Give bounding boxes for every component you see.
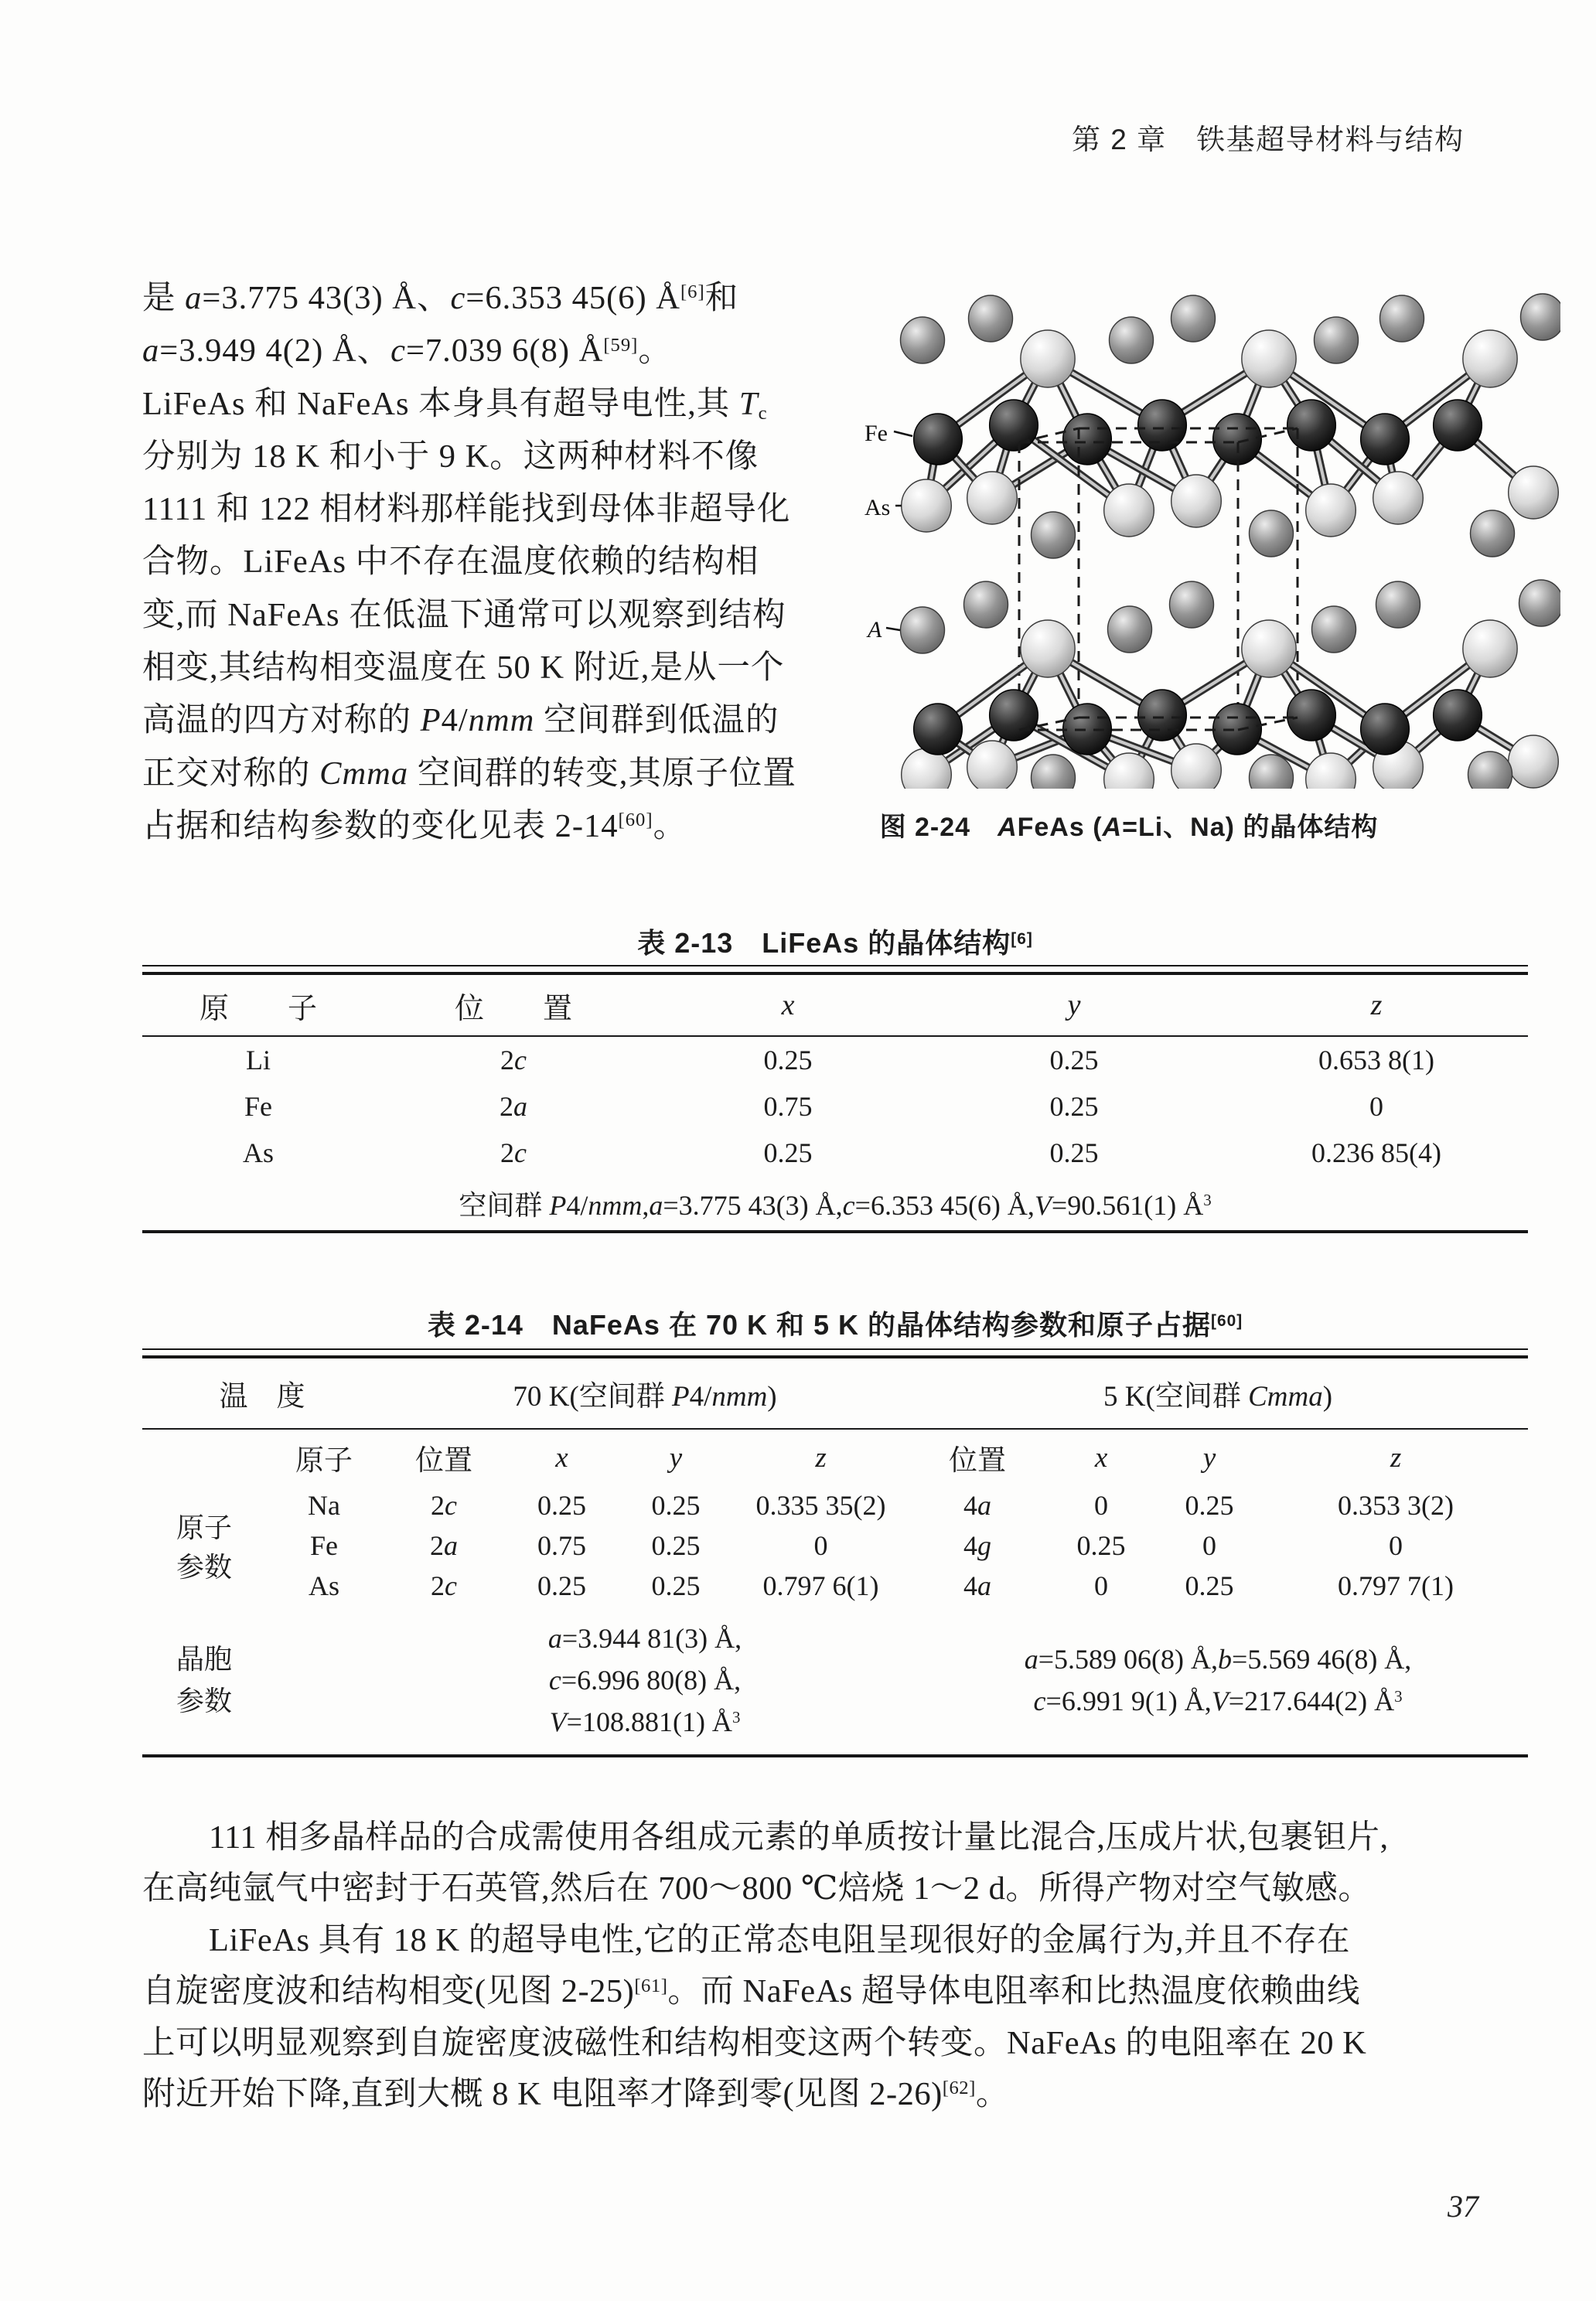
cell: Li	[246, 1045, 271, 1076]
table-bottom-rule	[142, 1230, 1528, 1233]
table14-header-row	[142, 1429, 1528, 1485]
table14-group-header-row	[142, 1358, 1528, 1429]
body-paragraphs	[142, 1812, 1542, 2120]
cell: 2a	[430, 1530, 458, 1561]
text-line: 合物。LiFeAs 中不存在温度依赖的结构相	[142, 544, 759, 581]
cell: 4g	[963, 1530, 992, 1561]
cell: As	[308, 1570, 339, 1601]
cell: 0.25	[1185, 1570, 1234, 1601]
cell: 0.25	[651, 1570, 701, 1601]
text-line: 变,而 NaFeAs 在低温下通常可以观察到结构	[142, 596, 786, 633]
cell: 0.653 8(1)	[1318, 1045, 1434, 1076]
text-line: 111 相多晶样品的合成需使用各组成元素的单质按计量比混合,压成片状,包裹钽片,	[209, 1819, 1389, 1856]
col-header: x	[653, 975, 923, 1036]
text-line: 正交对称的 Cmma 空间群的转变,其原子位置	[142, 755, 796, 792]
cell: Fe	[244, 1091, 272, 1122]
cell: 4a	[963, 1490, 992, 1521]
spacer	[266, 1606, 382, 1754]
text-line: LiFeAs 和 NaFeAs 本身具有超导电性,其 $T_c$	[142, 385, 768, 424]
cell: 0.25	[1049, 1045, 1099, 1076]
cell: 0.25	[537, 1490, 586, 1521]
cell: 0	[1094, 1490, 1109, 1521]
text-line: 占据和结构参数的变化见表 2-14[60]。	[142, 807, 687, 844]
col-header: 位 置	[374, 975, 653, 1036]
text-line: 高温的四方对称的 P4/nmm 空间群到低温的	[142, 702, 779, 739]
col-header: y	[669, 1441, 683, 1474]
col-header: x	[1094, 1441, 1108, 1474]
stub-atom-params: 原子 参数	[176, 1512, 232, 1583]
col-header: 原 子	[142, 975, 374, 1036]
cell: 2c	[431, 1490, 457, 1521]
col-header: z	[1390, 1441, 1402, 1474]
cell: 2c	[500, 1045, 527, 1076]
col-header: z	[1225, 975, 1528, 1036]
as-label: As	[864, 495, 891, 520]
cell: 0.25	[537, 1570, 586, 1601]
table14-row	[142, 1525, 1528, 1566]
cell: 0.75	[537, 1530, 586, 1561]
table13-row	[142, 1130, 1528, 1176]
group-5k: 5 K(空间群 Cmma)	[908, 1358, 1528, 1429]
figure-caption: 图 2-24 AFeAs (A=Li、Na) 的晶体结构	[879, 813, 1379, 842]
cell: 0	[1369, 1091, 1383, 1122]
cell: 0.75	[763, 1091, 813, 1122]
page-number: 37	[1448, 2189, 1478, 2224]
cell: 0.25	[651, 1490, 701, 1521]
cell: 0.25	[1185, 1490, 1234, 1521]
cell: 2c	[500, 1137, 527, 1168]
temp-label: 温 度	[142, 1358, 382, 1429]
cell: 2c	[431, 1570, 457, 1601]
a-label: A	[868, 617, 882, 643]
table-bottom-rule	[142, 1754, 1528, 1757]
table13-header-row	[142, 975, 1528, 1036]
text-line: 附近开始下降,直到大概 8 K 电阻率才降到零(见图 2-26)[62]。	[142, 2076, 1009, 2113]
stub-cell-params: 晶胞 参数	[176, 1644, 232, 1716]
intro-paragraph	[142, 272, 885, 853]
text-line: 分别为 18 K 和小于 9 K。这两种材料不像	[142, 438, 759, 475]
cell: 0	[1202, 1530, 1217, 1561]
cell: 0.25	[1049, 1091, 1099, 1122]
table14-row	[142, 1485, 1528, 1525]
cell: As	[242, 1137, 274, 1168]
cell: 0.797 6(1)	[762, 1570, 879, 1601]
cell: 0.335 35(2)	[755, 1490, 886, 1521]
text-line: 自旋密度波和结构相变(见图 2-25)[61]。而 NaFeAs 超导体电阻率和比热温度依赖曲线	[142, 1973, 1360, 2010]
cell: 0.25	[651, 1530, 701, 1561]
col-header: 位置	[415, 1445, 472, 1477]
cell: 0.236 85(4)	[1311, 1137, 1441, 1168]
col-header: y	[1202, 1441, 1216, 1474]
table13-row	[142, 1036, 1528, 1083]
cell: 0	[1389, 1530, 1403, 1561]
table13	[142, 965, 1528, 1233]
cell-params-70k: a=3.944 81(3) Å, c=6.996 80(8) Å, V=108.881(1) $Å^3$	[547, 1623, 742, 1737]
group-70k: 70 K(空间群 P4/nmm)	[382, 1358, 908, 1429]
cell-params-5k: a=5.589 06(8) Å,b=5.569 46(8) Å, c=6.991 9(1) Å,V=217.644(2) $Å^3$	[1024, 1644, 1412, 1716]
cell: Fe	[310, 1530, 338, 1561]
text-line: 是 a=3.775 43(3) Å、c=6.353 45(6) Å[6]和	[142, 280, 739, 316]
cell: Na	[308, 1490, 340, 1521]
crystal-structure-figure	[864, 148, 1560, 789]
cell: 0.797 7(1)	[1338, 1570, 1454, 1601]
text-line: 上可以明显观察到自旋密度波磁性和结构相变这两个转变。NaFeAs 的电阻率在 20 K	[142, 2024, 1367, 2061]
cell: 0	[1094, 1570, 1109, 1601]
cell: 0.25	[1049, 1137, 1099, 1168]
table13-footer-row	[142, 1176, 1528, 1230]
running-header: 第 2 章 铁基超导材料与结构	[1072, 124, 1465, 155]
col-header: 位置	[949, 1445, 1007, 1477]
text-line: 相变,其结构相变温度在 50 K 附近,是从一个	[142, 649, 785, 687]
text-line: a=3.949 4(2) Å、c=7.039 6(8) Å[59]。	[142, 332, 672, 370]
text-line: LiFeAs 具有 18 K 的超导电性,它的正常态电阻呈现很好的金属行为,并且不存在	[209, 1921, 1350, 1958]
cell: 0	[813, 1530, 828, 1561]
cell: 4a	[963, 1570, 992, 1601]
cell: 0.25	[763, 1137, 813, 1168]
table14-row	[142, 1566, 1528, 1606]
col-header: x	[555, 1441, 568, 1474]
table13-row	[142, 1083, 1528, 1130]
table14-cell-params-row	[142, 1606, 1528, 1754]
table-top-rule	[142, 1348, 1528, 1358]
table-top-rule	[142, 965, 1528, 975]
stub-spacer	[142, 1429, 266, 1485]
table13-title: 表 2-13 LiFeAs 的晶体结构[6]	[637, 927, 1033, 959]
fe-label: Fe	[864, 421, 888, 446]
cell: 0.25	[1076, 1530, 1126, 1561]
cell: 0.25	[763, 1045, 813, 1076]
table14	[142, 1348, 1528, 1757]
table14-title: 表 2-14 NaFeAs 在 70 K 和 5 K 的晶体结构参数和原子占据[60]	[427, 1309, 1243, 1341]
col-header: y	[923, 975, 1225, 1036]
col-header: 原子	[295, 1445, 353, 1477]
cell: 2a	[500, 1091, 527, 1122]
cell: 0.353 3(2)	[1338, 1490, 1454, 1521]
space-group-note: 空间群 P4/nmm,a=3.775 43(3) Å,c=6.353 45(6) Å,V=90.561(1) $Å^3$	[459, 1189, 1212, 1221]
col-header: z	[815, 1441, 827, 1474]
text-line: 1111 和 122 相材料那样能找到母体非超导化	[142, 491, 791, 528]
text-line: 在高纯氩气中密封于石英管,然后在 700～800 ℃焙烧 1～2 d。所得产物对空气敏感。	[142, 1870, 1372, 1907]
